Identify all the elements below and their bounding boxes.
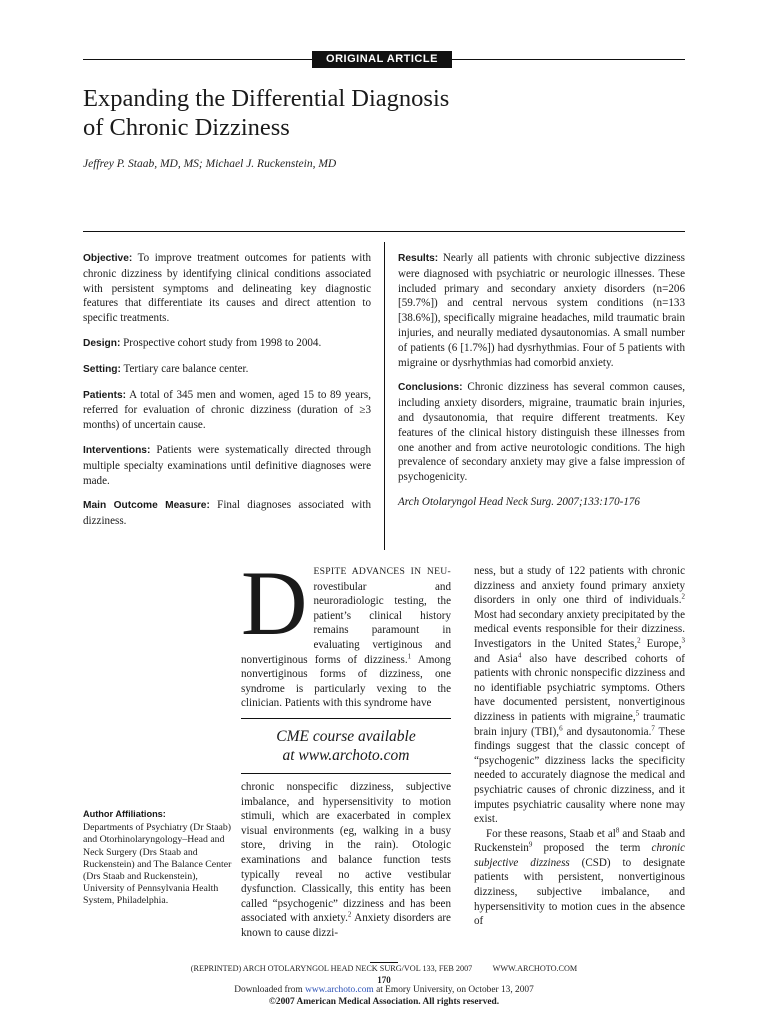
col2-text-h: These findings suggest that the classic concept of “psychogenic” dizziness lacks the specificity needed to accurately diagnose the medical and psychiatric causes of chronic dizziness, and it imputes psychiatric causality where none may exist. [474,725,686,826]
col1-text-d: Anxiety disorders are known to cause dizzi- [241,912,451,939]
abstract-interventions [83,443,371,488]
outcome-label: Main Outcome Measure: [83,500,210,512]
conclusions-text: Chronic dizziness has several common causes, including anxiety disorders, migraine, traumatic brain injuries, and dysautonomia, that require different treatments. Key features of the clinical history distinguish these illnesses from one another and from active neurotologic conditions. The high prevalence of secondary anxiety may give a false impression of psychogenicity. [398,381,685,484]
archoto-link[interactable]: www.archoto.com [305,985,374,995]
col2-text-f: traumatic brain injury (TBI), [474,710,685,738]
ref-8: 6 [559,723,563,732]
cme-notice [241,727,451,765]
lead-smallcaps: ESPITE ADVANCES IN NEU- [313,566,451,577]
col1-text-c: chronic nonspecific dizziness, subjective imbalance, and hypersensitivity to motion stimuli, which are exacerbated in complex visual environments (eg, walking in a busy store, driving in the rain). Otologic examinations and balance function tests typically reveal no active vestibular dysfunction. Classically, this entity has been called “psychogenic” dizziness and has been associated with anxiety. [241,781,451,925]
cme-bottom-rule [241,773,451,774]
header-rule-right [452,59,685,60]
abstract-design [83,336,371,352]
abstract-conclusions [398,380,685,485]
col2-paragraph-1 [474,564,685,827]
download-notice [83,985,685,995]
col1-paragraph-cont [241,780,451,941]
cme-line-1: CME course available [276,728,416,745]
col1-text-a: rovestibular and neuroradiologic testing, the patient’s clinical history remains paramount in evaluating vertiginous and nonvertiginous forms of dizziness. [241,580,451,666]
interventions-label: Interventions: [83,444,151,456]
download-suffix: at Emory University, on October 13, 2007 [373,985,534,995]
footer-page-mark [370,962,398,963]
col2-paragraph-2 [474,827,685,929]
opening-paragraph [241,552,451,711]
setting-label: Setting: [83,363,121,375]
objective-text: To improve treatment outcomes for patients with chronic dizziness by identifying clinical conditions associated with persistent symptoms and delineating key diagnostic features that differentiate its causes and direct attention to specific treatments. [83,252,371,325]
patients-label: Patients: [83,389,127,401]
journal-footer-line: (REPRINTED) ARCH OTOLARYNGOL HEAD NECK SURG/VOL 133, FEB 2007 WWW.ARCHOTO.COM [190,964,578,973]
affiliations-text: Departments of Psychiatry (Dr Staab) and Otorhinolaryngology–Head and Neck Surgery (Drs Staab and Ruckenstein) and The Balance Center (Drs Staab and Ruckenstein), University of Pennsylvania Health System, Philadelphia. [83,822,232,907]
objective-label: Objective: [83,253,133,264]
ref-3: 2 [681,592,685,601]
ref-5: 3 [681,636,685,645]
results-text: Nearly all patients with chronic subjective dizziness were diagnosed with psychiatric or neurologic illnesses. These included primary and secondary anxiety disorders (n=206 [59.7%]) and central nervous system conditions (n=133 [38.6%]), specifically migraine headaches, mild traumatic brain injuries, and neurally mediated dysautonomias. A small number of patients (6 [1.7%]) had dysrhythmias. Four of 5 patients with migraine or dysrhythmias had comorbid anxiety. [398,252,685,369]
col2-p2-text-d: (CSD) to designate patients with persistent, nonvertiginous dizziness, subjective imbalance, and hypersensitivity to motion cues in the absence of [474,856,685,928]
col2-text-a: ness, but a study of 122 patients with chronic dizziness and anxiety found primary anxiety disorders in only one third of individuals. [474,565,685,607]
author-affiliations [83,808,233,908]
ref-9: 7 [651,723,655,732]
design-text: Prospective cohort study from 1998 to 2004. [120,336,322,349]
col2-text-e: also have described cohorts of patients with chronic nonspecific dizziness and no identifiable psychiatric symptoms. Others have documented persistent, nonvertiginous dizziness in patients with migraine, [474,652,686,723]
col2-text-g: and dysautonomia. [562,725,652,738]
body-column-2 [474,564,685,929]
abstract-outcome [83,498,371,529]
body-column-1-bottom [241,780,451,941]
col2-p2-text-c: proposed the term [532,842,652,855]
abstract-objective [83,251,371,326]
abstract-results [398,251,685,370]
design-label: Design: [83,337,121,349]
author-list: Jeffrey P. Staab, MD, MS; Michael J. Ruckenstein, MD [83,158,337,170]
cme-top-rule [241,718,451,719]
abstract-left-column [83,251,371,539]
outcome-text: Final diagnoses associated with dizziness. [83,499,371,528]
drop-cap: D [241,552,308,654]
abstract-top-rule [83,231,685,232]
col2-p2-text-a: For these reasons, Staab et al [486,827,616,840]
header-rule-left [83,59,312,60]
article-type-banner: ORIGINAL ARTICLE [312,51,452,68]
setting-text: Tertiary care balance center. [120,362,249,375]
abstract-setting [83,362,371,378]
cme-line-2: at www.archoto.com [282,747,410,764]
copyright-notice: ©2007 American Medical Association. All rights reserved. [268,997,500,1007]
page-number: 170 [377,975,391,985]
ref-1: 1 [407,651,412,660]
col2-text-c: Europe, [640,637,682,650]
ref-7: 5 [635,709,640,718]
abstract-citation: Arch Otolaryngol Head Neck Surg. 2007;133:170-176 [398,495,640,508]
conclusions-label: Conclusions: [398,382,463,394]
title-line-1: Expanding the Differential Diagnosis [83,85,450,112]
patients-text: A total of 345 men and women, aged 15 to 89 years, referred for evaluation of chronic dizziness (duration of ≥3 months) of uncertain cause. [83,388,371,432]
interventions-text: Patients were systematically directed through multiple specialty examinations until definitive diagnoses were made. [83,443,371,487]
affiliations-heading: Author Affiliations: [83,809,166,819]
csd-term: chronic subjective dizziness [474,842,685,869]
col2-p2-text-b: and Staab and Ruckenstein [474,827,685,855]
ref-4: 2 [637,636,641,645]
col1-text-b: Among nonvertiginous forms of dizziness, one syndrome is particularly vexing to the clinician. Patients with this syndrome have [241,653,451,710]
ref-10: 8 [615,826,620,834]
abstract-right-column [398,251,685,520]
col2-text-b: Most had secondary anxiety precipitated by the medical events responsible for their dizziness. Investigators in the United States, [474,608,685,650]
abstract-patients [83,388,371,433]
download-prefix: Downloaded from [234,985,306,995]
abstract-divider [384,242,385,550]
title-line-2: of Chronic Dizziness [83,114,290,141]
col2-text-d: and Asia [474,652,518,665]
ref-2: 2 [347,910,352,919]
article-title [83,84,449,142]
results-label: Results: [398,253,439,264]
ref-6: 4 [517,650,522,659]
body-column-1-top [241,552,451,711]
ref-11: 9 [528,840,533,849]
